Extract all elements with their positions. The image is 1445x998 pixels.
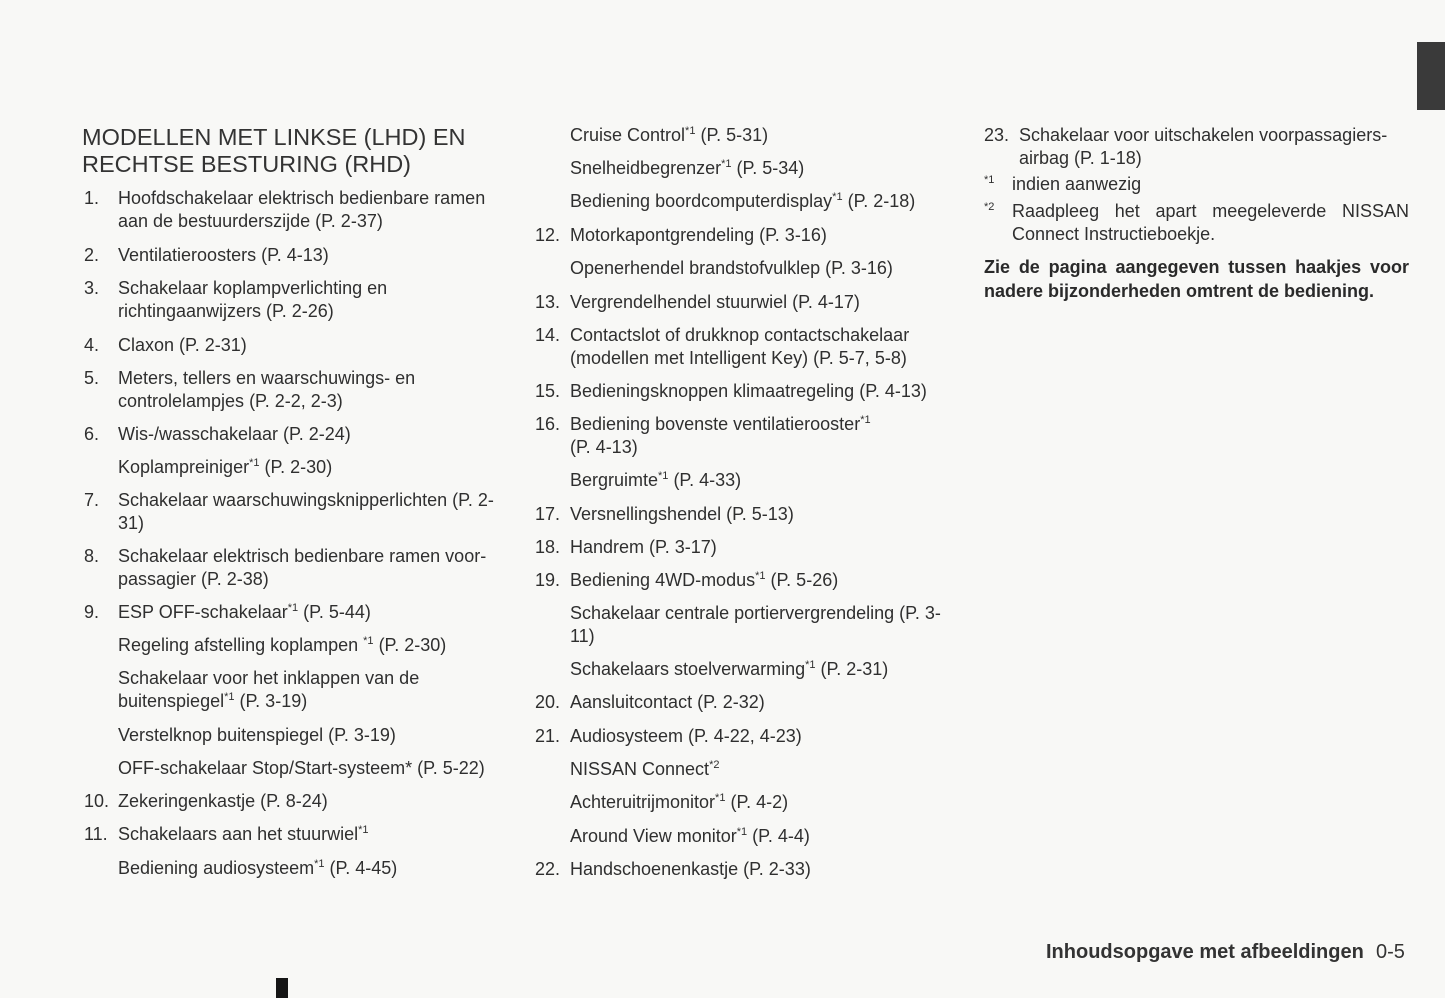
list-subitem: Bediening audiosysteem$^{*1}$ (P. 4-45) (118, 858, 398, 878)
page-title: MODELLEN MET LINKSE (LHD) EN RECHTSE BESTURING (RHD) (82, 124, 466, 177)
list-item: 7. Schakelaar waarschuwingsknipperlichten (P. 2-31) (84, 490, 494, 533)
footnote: $^{*1}$ indien aanwezig (984, 174, 1142, 194)
list-item: 13. Vergrendelhendel stuurwiel (P. 4-17) (535, 292, 860, 312)
list-subitem: Bergruimte$^{*1}$ (P. 4-33) (570, 470, 742, 490)
list-subitem: Achteruitrijmonitor$^{*1}$ (P. 4-2) (570, 792, 789, 812)
list-item: 22. Handschoenenkastje (P. 2-33) (535, 859, 811, 879)
list-item: 2. Ventilatieroosters (P. 4-13) (84, 245, 329, 265)
list-item: 11. Schakelaars aan het stuurwiel$^{*1}$ (84, 824, 369, 844)
list-item: 5. Meters, tellers en waarschuwings- en controlelampjes (P. 2-2, 2-3) (84, 368, 416, 411)
list-subitem: Regeling afstelling koplampen $^{*1}$ (P. 2-30) (118, 635, 447, 655)
reference-note: Zie de pagina aangegeven tussen haakjes voor nadere bijzonderheden omtrent de bediening. (984, 257, 1409, 301)
footnote: $^{*2}$ Raadpleeg het apart meegeleverde NISSAN Connect Instructieboekje. (984, 201, 1409, 244)
list-item: 8. Schakelaar elektrisch bedienbare ramen voor-passagier (P. 2-38) (84, 546, 487, 589)
list-subitem: Snelheidbegrenzer$^{*1}$ (P. 5-34) (570, 158, 805, 178)
list-subitem: Cruise Control$^{*1}$ (P. 5-31) (570, 125, 769, 145)
list-subitem: Openerhendel brandstofvulklep (P. 3-16) (570, 258, 893, 278)
list-item: 23. Schakelaar voor uitschakelen voorpassagiers-airbag (P. 1-18) (984, 125, 1388, 168)
list-subitem: Schakelaar centrale portiervergrendeling (P. 3-11) (570, 603, 941, 646)
list-subitem: Bediening boordcomputerdisplay$^{*1}$ (P. 2-18) (570, 191, 916, 211)
list-item: 4. Claxon (P. 2-31) (84, 335, 247, 355)
list-item: 18. Handrem (P. 3-17) (535, 537, 717, 557)
list-item: 15. Bedieningsknoppen klimaatregeling (P. 4-13) (535, 381, 927, 401)
list-subitem: Schakelaars stoelverwarming$^{*1}$ (P. 2-31) (570, 659, 889, 679)
list-subitem: Around View monitor$^{*1}$ (P. 4-4) (570, 826, 810, 846)
list-subitem: Verstelknop buitenspiegel (P. 3-19) (118, 725, 396, 745)
list-subitem: NISSAN Connect$^{*2}$ (570, 759, 720, 779)
list-item: 10. Zekeringenkastje (P. 8-24) (84, 791, 328, 811)
list-item: 3. Schakelaar koplampverlichting en richtingaanwijzers (P. 2-26) (84, 278, 388, 321)
list-item: 9. ESP OFF-schakelaar$^{*1}$ (P. 5-44) (84, 602, 371, 622)
list-subitem: Schakelaar voor het inklappen van de buitenspiegel$^{*1}$ (P. 3-19) (118, 668, 420, 711)
page-number: 0-5 (1376, 941, 1405, 963)
list-subitem: Koplampreiniger$^{*1}$ (P. 2-30) (118, 457, 333, 477)
list-item: 16. Bediening bovenste ventilatierooster$^{*1}$ (P. 4-13) (535, 414, 871, 457)
list-item: 17. Versnellingshendel (P. 5-13) (535, 504, 794, 524)
list-item: 20. Aansluitcontact (P. 2-32) (535, 692, 765, 712)
list-item: 12. Motorkapontgrendeling (P. 3-16) (535, 225, 827, 245)
list-item: 1. Hoofdschakelaar elektrisch bedienbare ramen aan de bestuurderszijde (P. 2-37) (84, 188, 486, 231)
list-item: 6. Wis-/wasschakelaar (P. 2-24) (84, 424, 351, 444)
list-item: 14. Contactslot of drukknop contactschakelaar (modellen met Intelligent Key) (P. 5-7, 5-8) (535, 325, 910, 368)
print-crop-mark (276, 978, 288, 998)
list-subitem: OFF-schakelaar Stop/Start-systeem* (P. 5-22) (118, 758, 485, 778)
section-tab-marker (1417, 42, 1445, 110)
list-item: 21. Audiosysteem (P. 4-22, 4-23) (535, 726, 802, 746)
section-footer: Inhoudsopgave met afbeeldingen (1046, 941, 1364, 963)
list-item: 19. Bediening 4WD-modus$^{*1}$ (P. 5-26) (535, 570, 839, 590)
